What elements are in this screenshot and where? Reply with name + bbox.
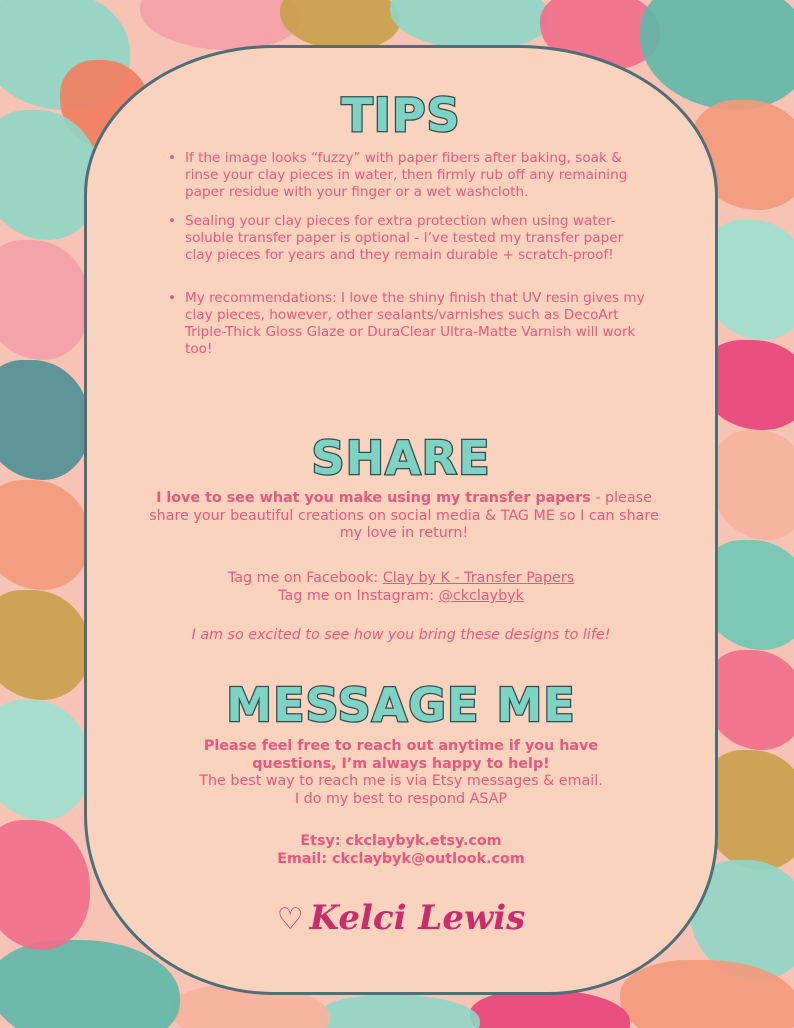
message-bold-line-1: Please feel free to reach out anytime if you have: [203, 738, 599, 754]
facebook-line: [87, 570, 715, 588]
instagram-line: [87, 588, 715, 606]
share-heading: SHARE: [311, 431, 491, 485]
list-item: • My recommendations: I love the shiny finish that UV resin gives my clay pieces, however, other sealants/varnishes such as DecoArt Triple-Thick Gloss Glaze or DuraClear Ultra-Matte Varnish will work too!: [166, 290, 652, 358]
tips-list: [166, 150, 652, 358]
share-intro-bold: I love to see what you make using my transfer papers: [156, 490, 591, 506]
email-contact[interactable]: Email: ckclaybyk@outlook.com: [277, 851, 525, 867]
content-card: [84, 45, 718, 995]
message-bold-line-2: questions, I’m always happy to help!: [252, 755, 550, 772]
instagram-link[interactable]: @ckclaybyk: [438, 588, 524, 604]
list-item: • Sealing your clay pieces for extra protection when using water-soluble transfer paper is optional - I’ve tested my transfer paper clay pieces for years and they remain durable + scratch-proof!: [166, 213, 652, 264]
message-line-3: The best way to reach me is via Etsy messages & email.: [199, 773, 603, 789]
message-line-4: I do my best to respond ASAP: [294, 790, 508, 807]
instagram-label: Tag me on Instagram:: [278, 588, 439, 604]
signature-name: Kelci Lewis: [309, 898, 526, 938]
facebook-link[interactable]: Clay by K - Transfer Papers: [382, 570, 575, 586]
share-intro-rest: - please share your beautiful creations on social media & TAG ME so I can share my love in return!: [149, 490, 659, 541]
message-heading: MESSAGE ME: [226, 678, 576, 732]
tips-heading: TIPS: [341, 88, 461, 142]
share-intro: [147, 490, 661, 543]
share-closing: I am so excited to see how you bring these designs to life!: [191, 627, 611, 643]
heart-icon: ♡: [276, 902, 304, 937]
signature: [87, 898, 715, 938]
list-item: • If the image looks “fuzzy” with paper fibers after baking, soak & rinse your clay pieces in water, then firmly rub off any remaining paper residue with your finger or a wet washcloth.: [166, 150, 652, 201]
etsy-contact[interactable]: Etsy: ckclaybyk.etsy.com: [300, 833, 502, 849]
facebook-label: Tag me on Facebook:: [227, 570, 383, 586]
